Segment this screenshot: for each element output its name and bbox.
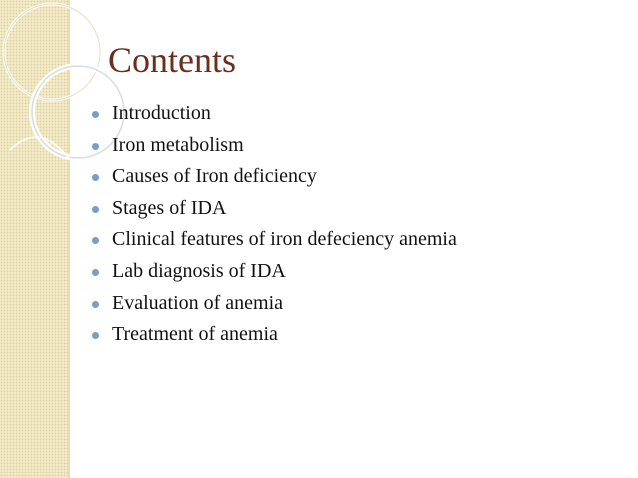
decorative-circles-graphic bbox=[0, 0, 120, 200]
bullet-dot-icon bbox=[92, 206, 99, 213]
bullet-dot-icon bbox=[92, 301, 99, 308]
list-item-text: Iron metabolism bbox=[112, 133, 244, 156]
list-item-text: Treatment of anemia bbox=[112, 323, 278, 346]
list-item-text: Stages of IDA bbox=[112, 196, 227, 219]
bullet-dot-icon bbox=[92, 269, 99, 276]
list-item-text: Causes of Iron deficiency bbox=[112, 165, 317, 188]
list-item-text: Introduction bbox=[112, 102, 211, 124]
bullet-dot-icon bbox=[92, 111, 99, 118]
list-item-text: Evaluation of anemia bbox=[112, 291, 284, 314]
bullet-dot-icon bbox=[92, 332, 99, 339]
list-item-text: Lab diagnosis of IDA bbox=[112, 259, 286, 282]
slide-title: Contents bbox=[108, 40, 237, 80]
list-item-text: Clinical features of iron defeciency anemia bbox=[112, 228, 457, 251]
bullet-dot-icon bbox=[92, 143, 99, 150]
bullet-dot-icon bbox=[92, 237, 99, 244]
